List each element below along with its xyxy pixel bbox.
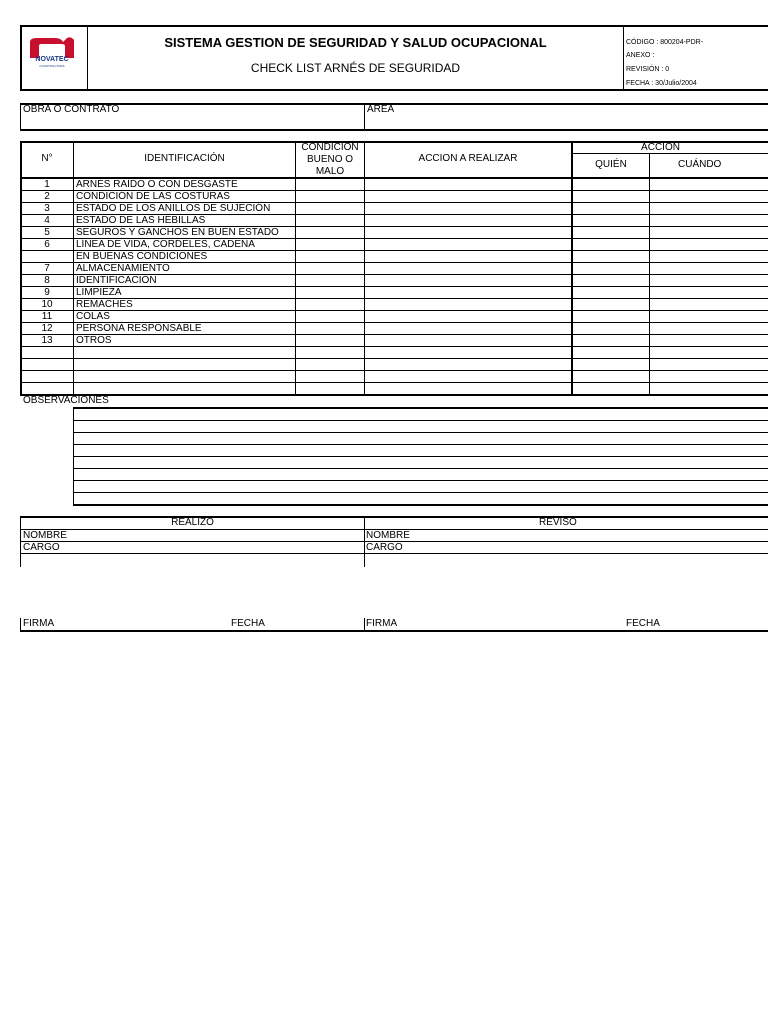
col-divider-condicion (364, 141, 365, 395)
header-condicion-line2: BUENO O (306, 154, 354, 165)
row-line (20, 370, 768, 371)
document-subtitle: CHECK LIST ARNÉS DE SEGURIDAD (250, 61, 461, 75)
header-identificacion: IDENTIFICACIÓN (144, 153, 225, 164)
obs-bottom-line (73, 504, 768, 506)
obra-contrato-label: OBRA O CONTRATO (23, 104, 120, 115)
observaciones-label: OBSERVACIONES (23, 395, 109, 406)
firma-line (20, 630, 768, 632)
reviso-firma-label: FIRMA (366, 618, 398, 629)
row-label: PERSONA RESPONSABLE (76, 323, 202, 334)
col-divider-n (73, 141, 74, 395)
row-line (20, 382, 768, 383)
info-left-border (20, 103, 21, 131)
meta-codigo: CÓDIGO : 800204-PDR- (626, 39, 704, 46)
obs-line (73, 432, 768, 433)
header-divider-meta (623, 25, 624, 91)
row-number: 4 (44, 215, 50, 226)
col-divider-accion-realizar (571, 141, 573, 395)
obs-line (73, 420, 768, 421)
row-label: IDENTIFICACIÓN (76, 275, 157, 286)
meta-anexo: ANEXO : (626, 52, 655, 59)
header-condicion-line1: CONDICIÓN (301, 142, 359, 153)
row-line (20, 346, 768, 347)
info-bottom-line (20, 129, 768, 131)
meta-revision: REVISIÓN : 0 (626, 66, 670, 73)
row-number: 6 (44, 239, 50, 250)
row-label: EN BUENAS CONDICIONES (76, 251, 208, 262)
row-number: 13 (41, 335, 53, 346)
obs-line (73, 444, 768, 445)
realizo-cargo-label: CARGO (23, 542, 60, 553)
reviso-cargo-label: CARGO (366, 542, 403, 553)
reviso-header: REVISÓ (539, 517, 577, 528)
row-label: ALMACENAMIENTO (76, 263, 170, 274)
row-number: 11 (41, 311, 53, 322)
col-divider-identificacion (295, 141, 296, 395)
company-logo (27, 36, 77, 70)
info-divider (364, 103, 365, 131)
row-number: 7 (44, 263, 50, 274)
row-label: ARNÉS RAÍDO O CON DESGASTE (76, 179, 238, 190)
row-number: 10 (41, 299, 53, 310)
row-label: SEGUROS Y GANCHOS EN BUEN ESTADO (76, 227, 279, 238)
realizo-header: REALIZÓ (171, 517, 214, 528)
logo-subtext: CONSTRUCTORA (39, 64, 65, 68)
header-accion: ACCIÓN (641, 142, 680, 153)
table-bottom-line (20, 394, 768, 396)
header-condicion-line3: MALO (315, 166, 345, 177)
realizo-fecha-label: FECHA (231, 618, 265, 629)
header-n: N° (41, 153, 53, 164)
row-number: 1 (44, 179, 50, 190)
row-label: CONDICIÓN DE LAS COSTURAS (76, 191, 230, 202)
row-number: 5 (44, 227, 50, 238)
row-number: 2 (44, 191, 50, 202)
row-label: LIMPIEZA (76, 287, 122, 298)
header-quien: QUIÉN (595, 159, 627, 170)
obs-line (73, 456, 768, 457)
header-accion-realizar: ACCION A REALIZAR (418, 153, 518, 164)
logo-text: NOVATEC (35, 56, 69, 63)
row-number: 8 (44, 275, 50, 286)
obs-line (73, 480, 768, 481)
row-number: 12 (41, 323, 53, 334)
row-line (20, 358, 768, 359)
document-title: SISTEMA GESTION DE SEGURIDAD Y SALUD OCUPACIONAL (164, 35, 547, 50)
obs-line (73, 492, 768, 493)
obs-line (73, 468, 768, 469)
header-cuando: CUÁNDO (678, 159, 722, 170)
row-label: REMACHES (76, 299, 133, 310)
row-label: ESTADO DE LAS HEBILLAS (76, 215, 206, 226)
meta-fecha: FECHA : 30/Julio/2004 (626, 80, 697, 87)
row-label: OTROS (76, 335, 112, 346)
reviso-nombre-label: NOMBRE (366, 530, 410, 541)
row-label: COLAS (76, 311, 110, 322)
obs-top-line (73, 407, 768, 409)
row-label: ESTADO DE LOS ANILLOS DE SUJECIÓN (76, 203, 271, 214)
row-number: 3 (44, 203, 50, 214)
row-label: LÍNEA DE VIDA, CORDELES, CADENA (76, 239, 255, 250)
reviso-fecha-label: FECHA (626, 618, 660, 629)
realizo-nombre-label: NOMBRE (23, 530, 67, 541)
area-label: ÁREA (367, 104, 395, 115)
row-number: 9 (44, 287, 50, 298)
realizo-firma-label: FIRMA (23, 618, 55, 629)
